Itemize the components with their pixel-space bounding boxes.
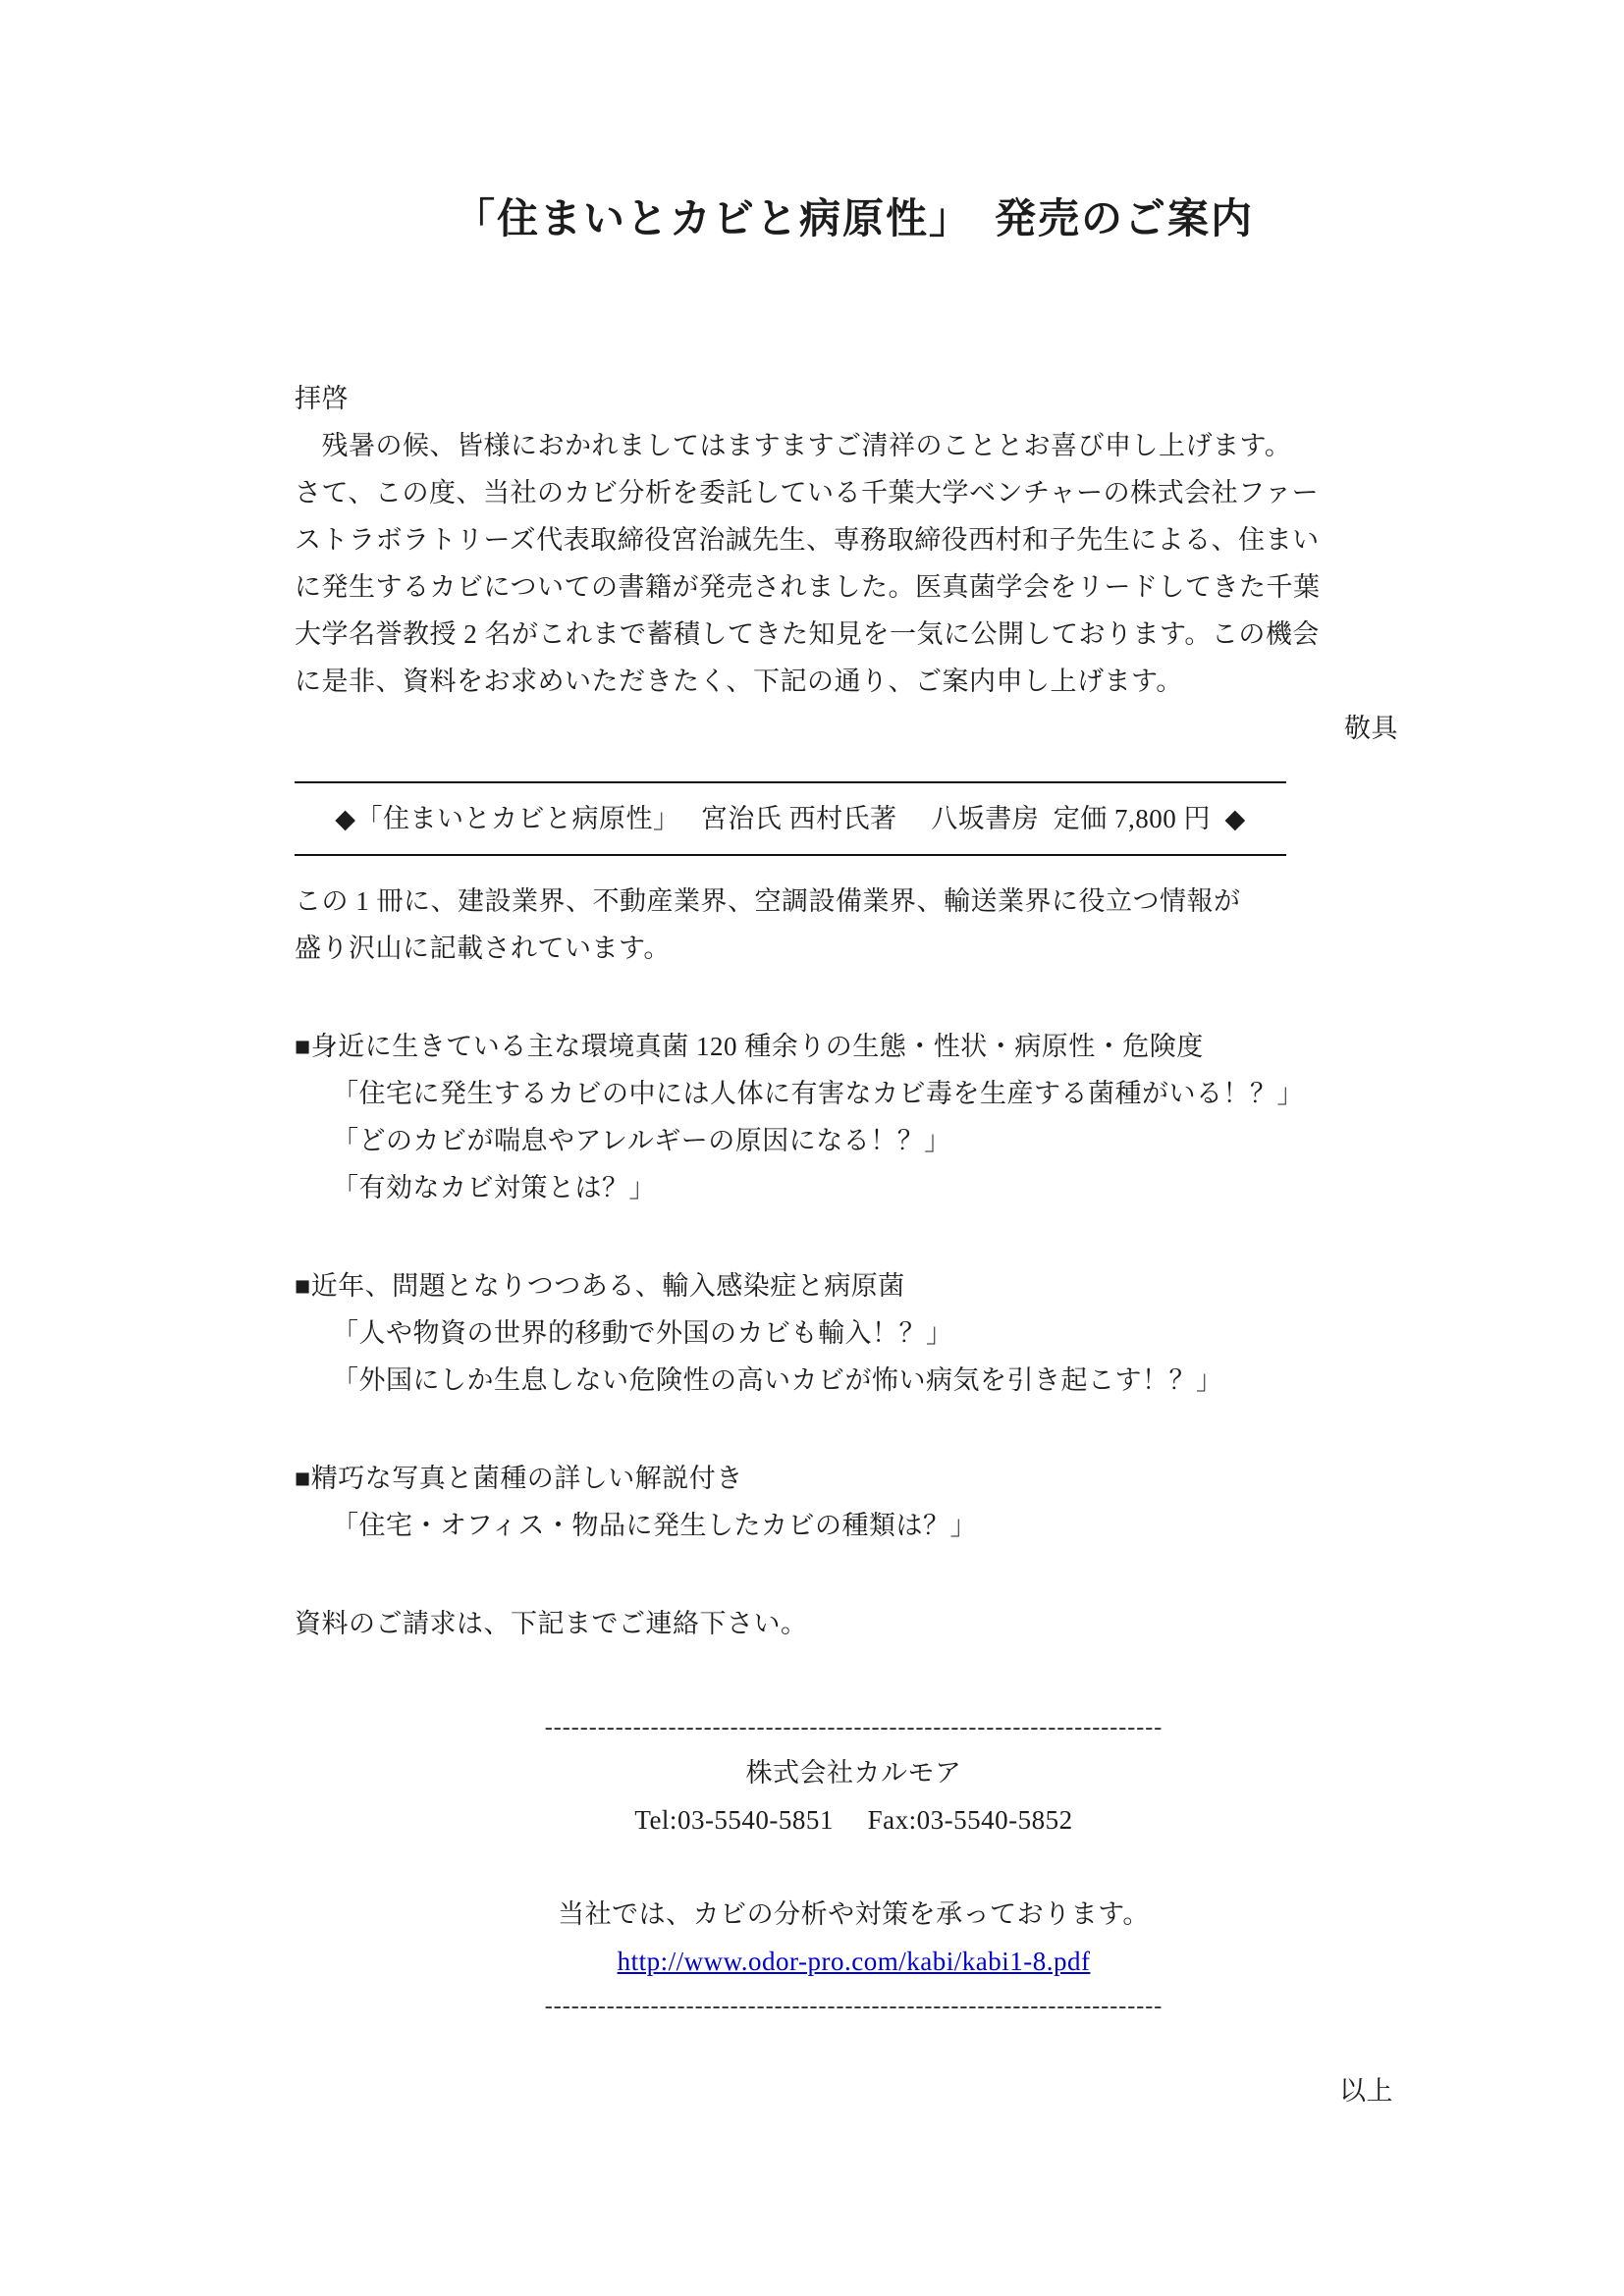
section-item: 「どのカビが喘息やアレルギーの原因になる！？」 bbox=[332, 1126, 951, 1155]
pdf-link[interactable]: http://www.odor-pro.com/kabi/kabi1-8.pdf bbox=[617, 1947, 1091, 1976]
divider-line: ---------------------------------------------------------------------- bbox=[544, 1994, 1164, 2019]
section-heading: ■近年、問題となりつつある、輸入感染症と病原菌 bbox=[295, 1271, 905, 1301]
request-line: 資料のご請求は、下記までご連絡下さい。 bbox=[295, 1609, 808, 1638]
pdf-link-row bbox=[295, 1938, 1413, 1985]
section-item: 「外国にしか生息しない危険性の高いカビが怖い病気を引き起こす！？」 bbox=[332, 1365, 1223, 1395]
greeting-line: に是非、資料をお求めいただきたく、下記の通り、ご案内申し上げます。 bbox=[295, 667, 1183, 696]
contact-block bbox=[295, 1706, 1413, 2028]
document-title: 「住まいとカビと病原性」 発売のご案内 bbox=[453, 197, 1254, 242]
section-heading: ■精巧な写真と菌種の詳しい解説付き bbox=[295, 1464, 743, 1493]
section-item: 「人や物資の世界的移動で外国のカビも輸入！？」 bbox=[332, 1318, 953, 1348]
greeting-line: ストラボラトリーズ代表取締役宮治誠先生、専務取締役西村和子先生による、住まい bbox=[295, 525, 1320, 555]
greeting-line: 残暑の候、皆様におかれましてはますますご清祥のこととお喜び申し上げます。 bbox=[295, 431, 1292, 460]
feature-section-fungi bbox=[295, 1023, 1413, 1211]
section-item: 「住宅に発生するカビの中には人体に有害なカビ毒を生産する菌種がいる！？」 bbox=[332, 1079, 1304, 1108]
intro-block bbox=[295, 878, 1413, 972]
section-item: 「住宅・オフィス・物品に発生したカビの種類は？」 bbox=[332, 1511, 978, 1540]
book-banner-text: ◆「住まいとカビと病原性」 宮治氏 西村氏著 八坂書房 定価 7,800 円 ◆ bbox=[335, 804, 1246, 833]
intro-line: この 1 冊に、建設業界、不動産業界、空調設備業界、輸送業界に役立つ情報が bbox=[295, 886, 1241, 916]
greeting-block bbox=[295, 375, 1413, 752]
greeting-line: さて、この度、当社のカビ分析を委託している千葉大学ベンチャーの株式会社ファー bbox=[295, 478, 1320, 507]
company-name: 株式会社カルモア bbox=[745, 1758, 962, 1788]
closing-word: 敬具 bbox=[1344, 714, 1398, 743]
footer-closing: 以上 bbox=[1339, 2076, 1393, 2106]
book-banner bbox=[295, 781, 1286, 856]
greeting-line: 大学名誉教授 2 名がこれまで蓄積してきた知見を一気に公開しております。この機会 bbox=[295, 619, 1320, 649]
feature-section-imported bbox=[295, 1262, 1413, 1404]
divider-line: ---------------------------------------------------------------------- bbox=[544, 1715, 1164, 1740]
salutation: 拝啓 bbox=[295, 384, 349, 413]
section-item: 「有効なカビ対策とは？」 bbox=[332, 1173, 656, 1202]
feature-section-photos bbox=[295, 1455, 1413, 1549]
intro-line: 盛り沢山に記載されています。 bbox=[295, 934, 671, 963]
service-line: 当社では、カビの分析や対策を承っております。 bbox=[558, 1899, 1150, 1929]
greeting-line: に発生するカビについての書籍が発売されました。医真菌学会をリードしてきた千葉 bbox=[295, 572, 1321, 602]
section-heading: ■身近に生きている主な環境真菌 120 種余りの生態・性状・病原性・危険度 bbox=[295, 1032, 1204, 1061]
tel-fax-line: Tel:03-5540-5851 Fax:03-5540-5852 bbox=[634, 1805, 1073, 1835]
